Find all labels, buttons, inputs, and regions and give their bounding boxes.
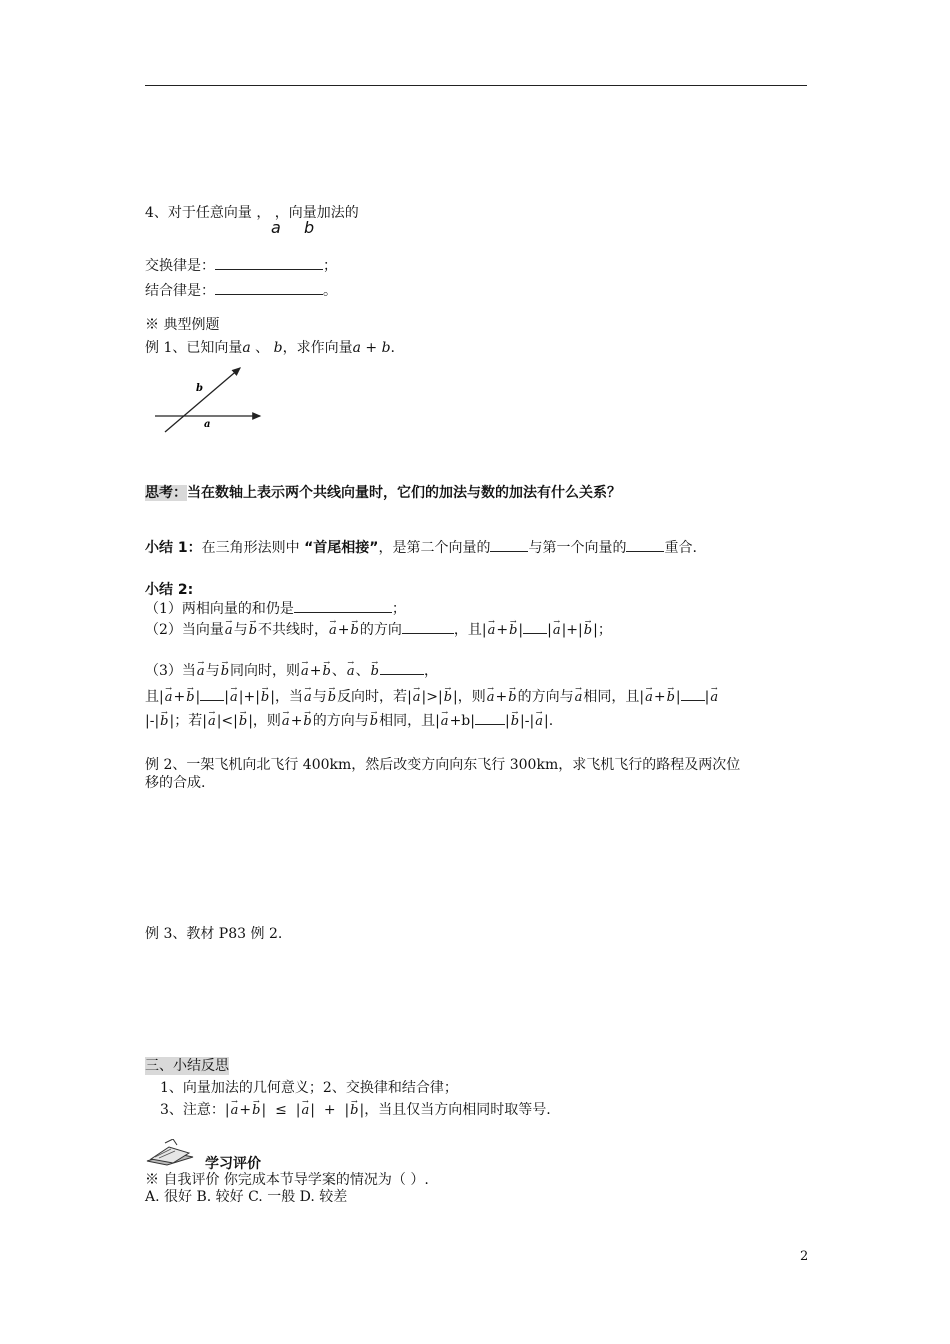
item2-blank-2[interactable] [523, 619, 547, 634]
q4-vec-a: a [271, 218, 281, 237]
examples-header: ※ 典型例题 [145, 317, 220, 333]
associative-label: 结合律是： [145, 283, 215, 299]
summary-2-item-1: （1）两相向量的和仍是 ； [145, 598, 406, 618]
summary-1: 小结 1：在三角形法则中 “首尾相接”，是第二个向量的 与第一个向量的 重合. [145, 537, 697, 557]
summary-2-item-2: （2）当向量→ a与→ b不共线时，→ a+→ b的方向 ，且|→ a+→ b| |→ a|+|→ b|； [145, 619, 612, 640]
summary1-blank-1[interactable] [490, 537, 528, 552]
think-text: 当在数轴上表示两个共线向量时，它们的加法与数的加法有什么关系？ [187, 485, 621, 501]
summary-2-line-5: |-|→ b|；若|→ a|<|→ b|，则→ a+→ b的方向与→ b相同，且|→ a+b| |→ b|-|→ a|. [145, 710, 553, 731]
line4-blank-2[interactable] [681, 686, 705, 701]
header-rule [145, 85, 807, 86]
example-3: 例 3、教材 P83 例 2. [145, 926, 283, 942]
item2-blank-1[interactable] [402, 619, 454, 634]
commutative-label: 交换律是： [145, 258, 215, 274]
associative-blank[interactable] [215, 280, 323, 295]
think-line [145, 484, 621, 502]
page-number: 2 [800, 1249, 809, 1264]
q4-vec-b: b [304, 218, 315, 237]
item3-blank[interactable] [380, 660, 424, 675]
example-2-line-1: 例 2、一架飞机向北飞行 400km，然后改变方向向东飞行 300km，求飞机飞行的路程及两次位 [145, 757, 741, 773]
summary-2-item-3: （3）当→ a与→ b同向时，则→ a+→ b、→ a、→ b ， [145, 660, 438, 681]
example-1: 例 1、已知向量a 、 b，求作向量a + b. [145, 340, 395, 356]
line5-blank[interactable] [475, 710, 505, 725]
example-2-line-2: 移的合成. [145, 775, 206, 791]
summary1-blank-2[interactable] [626, 537, 664, 552]
associative-line: 结合律是： 。 [145, 280, 337, 300]
reflection-item-2: 3、注意：|→ a+→ b| ≤ |→ a| + |→ b|，当且仅当方向相同时取等号. [160, 1101, 551, 1120]
line4-blank-1[interactable] [200, 686, 224, 701]
reflection-item-1: 1、向量加法的几何意义；2、交换律和结合律； [160, 1080, 458, 1096]
self-evaluation: ※ 自我评价 你完成本节导学案的情况为（ ）. [145, 1172, 429, 1188]
summary-2-line-4: 且|→ a+→ b| |→ a|+|→ b|，当→ a与→ b反向时，若|→ a|>|→ b|，则→ a+→ b的方向与→ a相同，且|→ a+→ b| |→ a [145, 686, 719, 707]
vector-b-arrow [165, 368, 240, 432]
item1-blank[interactable] [294, 598, 392, 613]
label-b: b [196, 383, 203, 394]
evaluation-options: A. 很好 B. 较好 C. 一般 D. 较差 [145, 1189, 348, 1205]
commutative-blank[interactable] [215, 255, 323, 270]
reflection-title: 三、小结反思 [145, 1058, 229, 1074]
q4-line: 4、对于任意向量 ， ，向量加法的 [145, 205, 359, 221]
vector-figure [150, 360, 270, 435]
think-label: 思考： [145, 485, 187, 501]
label-a: a [204, 419, 211, 430]
commutative-line: 交换律是： ； [145, 255, 337, 275]
summary-2-title: 小结 2: [145, 582, 194, 598]
evaluation-title: 学习评价 [205, 1156, 261, 1172]
book-icon [143, 1139, 199, 1169]
